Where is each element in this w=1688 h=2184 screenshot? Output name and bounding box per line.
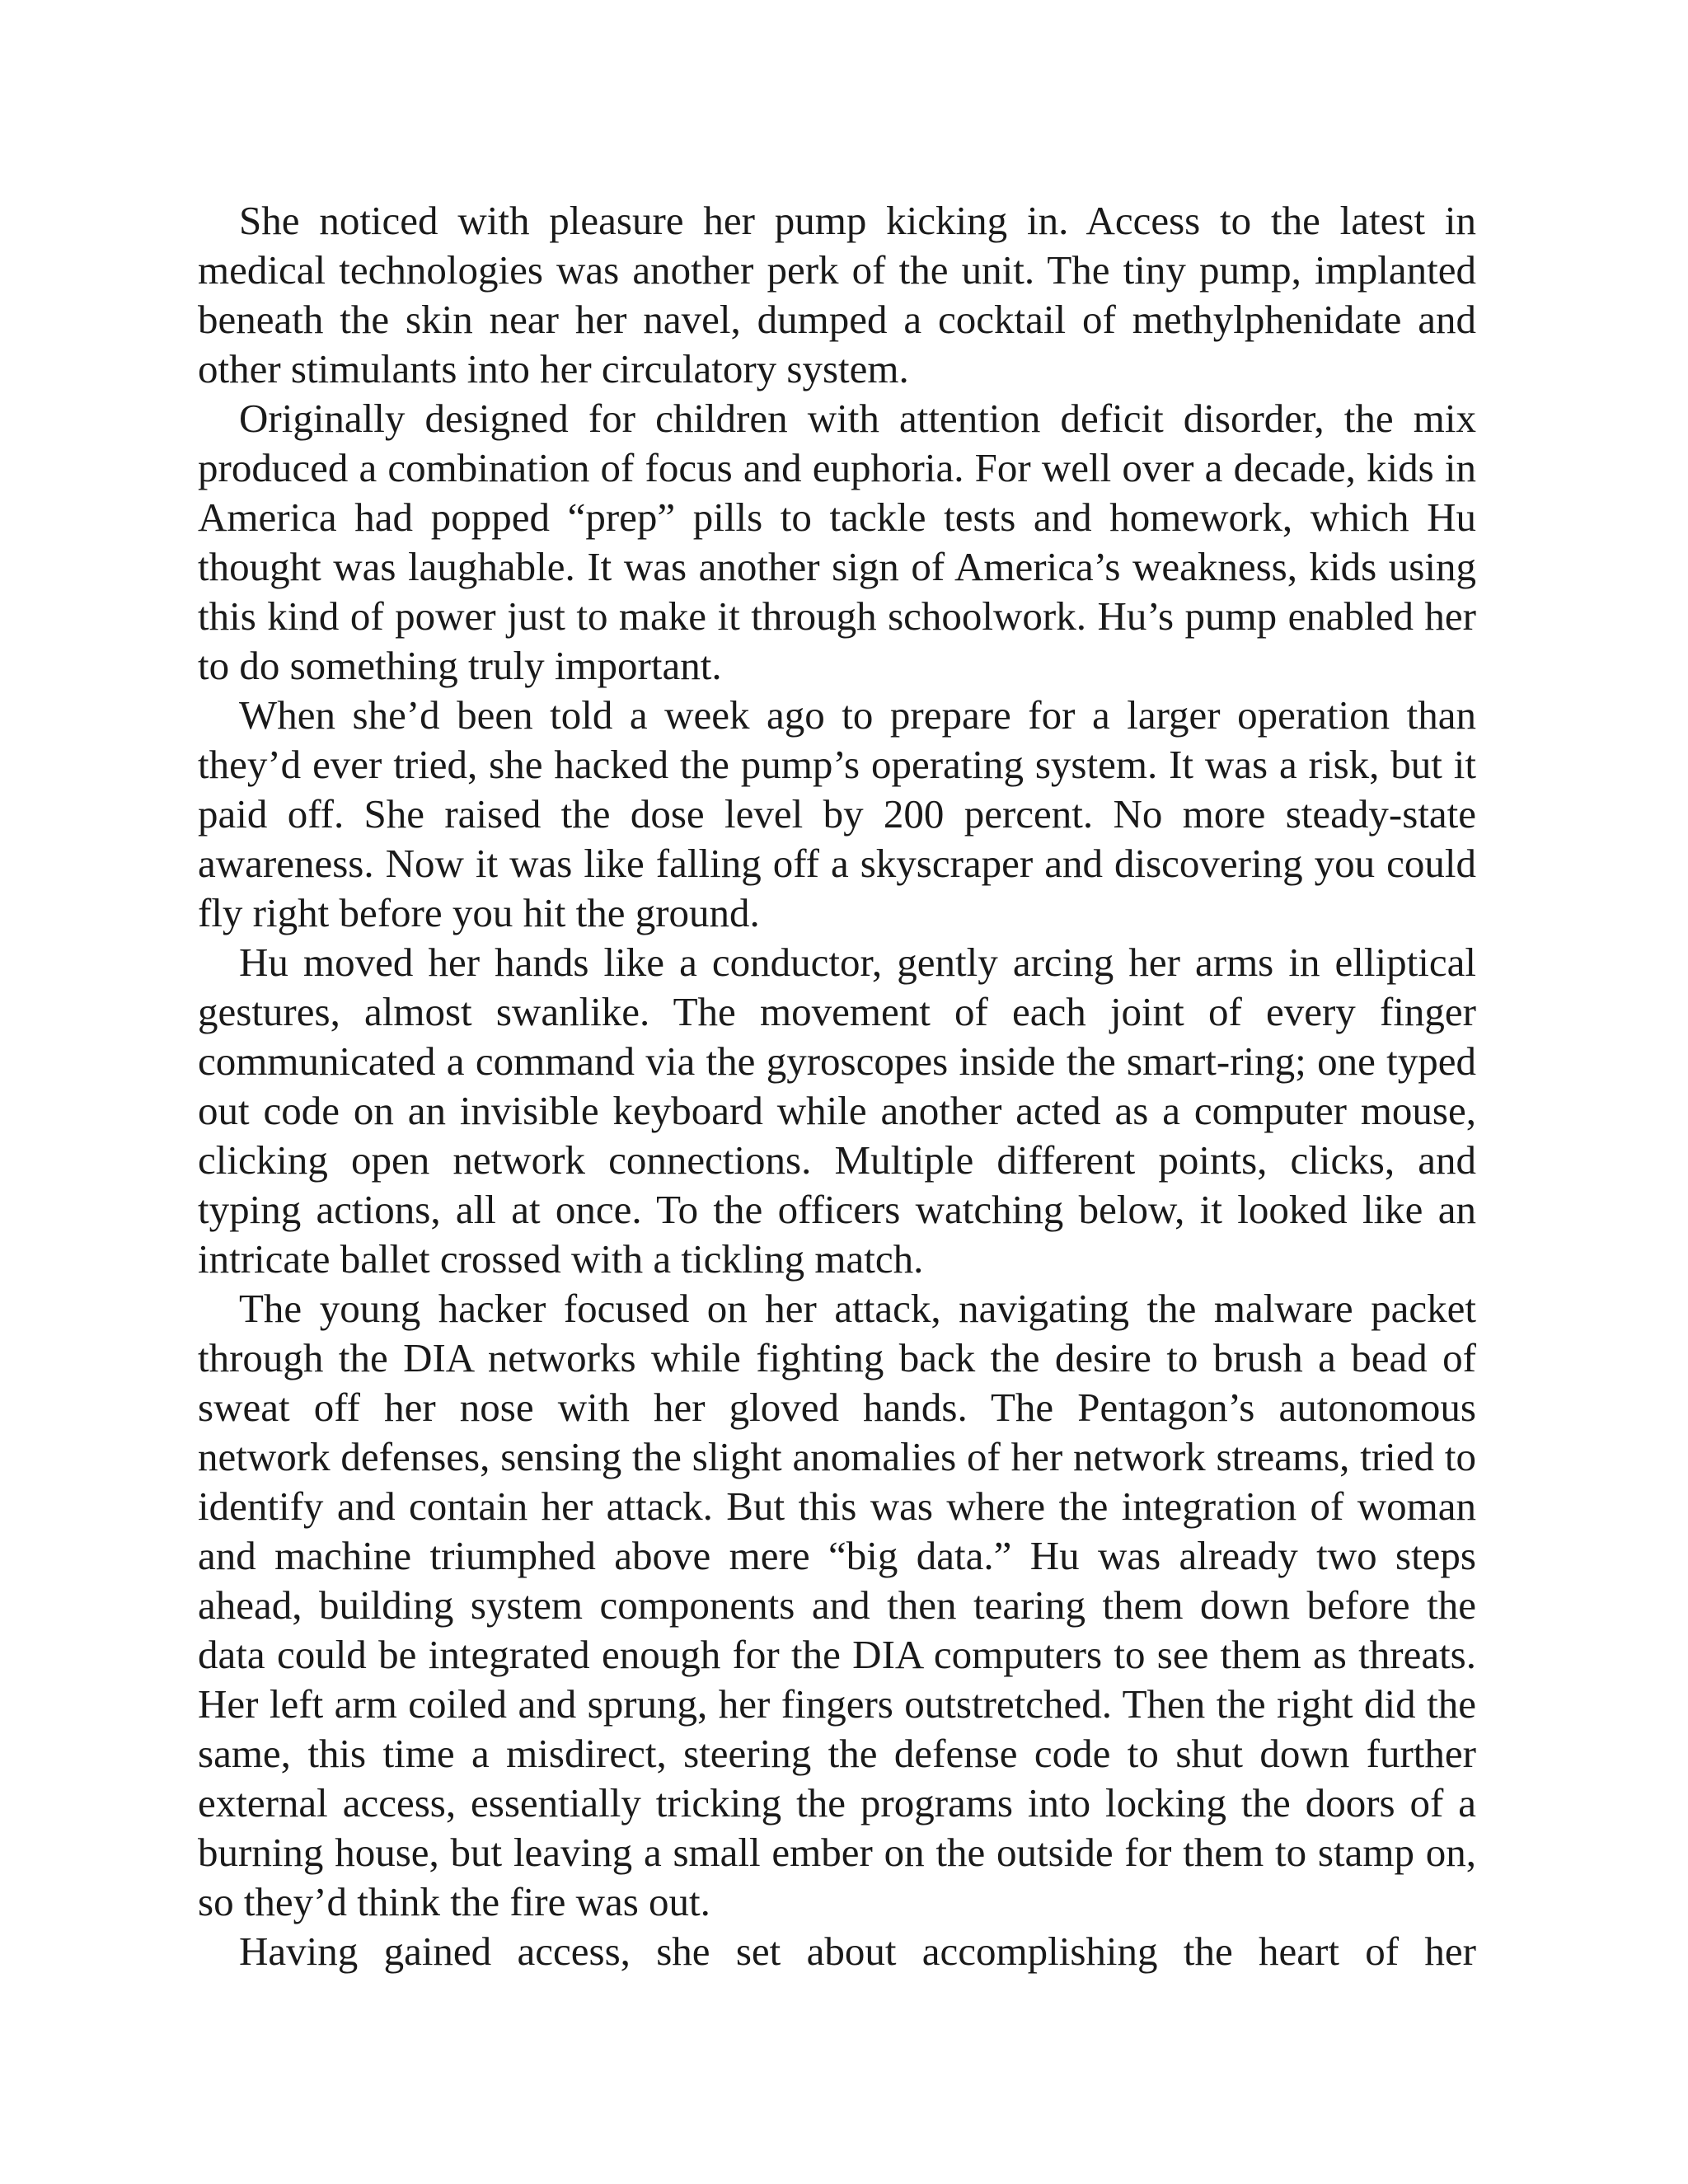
paragraph: Originally designed for children with attention deficit disorder, the mix produced a combination of focus and euphoria. For well over a decade, kids in America had popped “prep” pills to tackle tests and homework, which Hu thought was laughable. It was another sign of America’s weakness, kids using this kind of power just to make it through schoolwork. Hu’s pump enabled her to do something truly important. [198,396,1476,688]
body-text [198,196,1476,1976]
paragraph: Having gained access, she set about accomplishing the heart of her [239,1929,1476,1974]
paragraph: Hu moved her hands like a conductor, gently arcing her arms in elliptical gestures, almost swanlike. The movement of each joint of every finger communicated a command via the gyroscopes inside the smart-ring; one typed out code on an invisible keyboard while another acted as a computer mouse, clicking open network connections. Multiple different points, clicks, and typing actions, all at once. To the officers watching below, it looked like an intricate ballet crossed with a tickling match. [198,940,1476,1282]
paragraph: The young hacker focused on her attack, navigating the malware packet through the DIA networks while fighting back the desire to brush a bead of sweat off her nose with her gloved hands. The Pentagon’s autonomous network defenses, sensing the slight anomalies of her network streams, tried to identify and contain her attack. But this was where the integration of woman and machine triumphed above mere “big data.” Hu was already two steps ahead, building system components and then tearing them down before the data could be integrated enough for the DIA computers to see them as threats. Her left arm coiled and sprung, her fingers outstretched. Then the right did the same, this time a misdirect, steering the defense code to shut down further external access, essentially tricking the programs into locking the doors of a burning house, but leaving a small ember on the outside for them to stamp on, so they’d think the fire was out. [198,1286,1476,1924]
paragraph: When she’d been told a week ago to prepare for a larger operation than they’d ever tried, she hacked the pump’s operating system. It was a risk, but it paid off. She raised the dose level by 200 percent. No more steady-state awareness. Now it was like falling off a skyscraper and discovering you could fly right before you hit the ground. [198,692,1476,935]
paragraph: She noticed with pleasure her pump kicking in. Access to the latest in medical technologies was another perk of the unit. The tiny pump, implanted beneath the skin near her navel, dumped a cocktail of methylphenidate and other stimulants into her circulatory system. [198,198,1476,391]
